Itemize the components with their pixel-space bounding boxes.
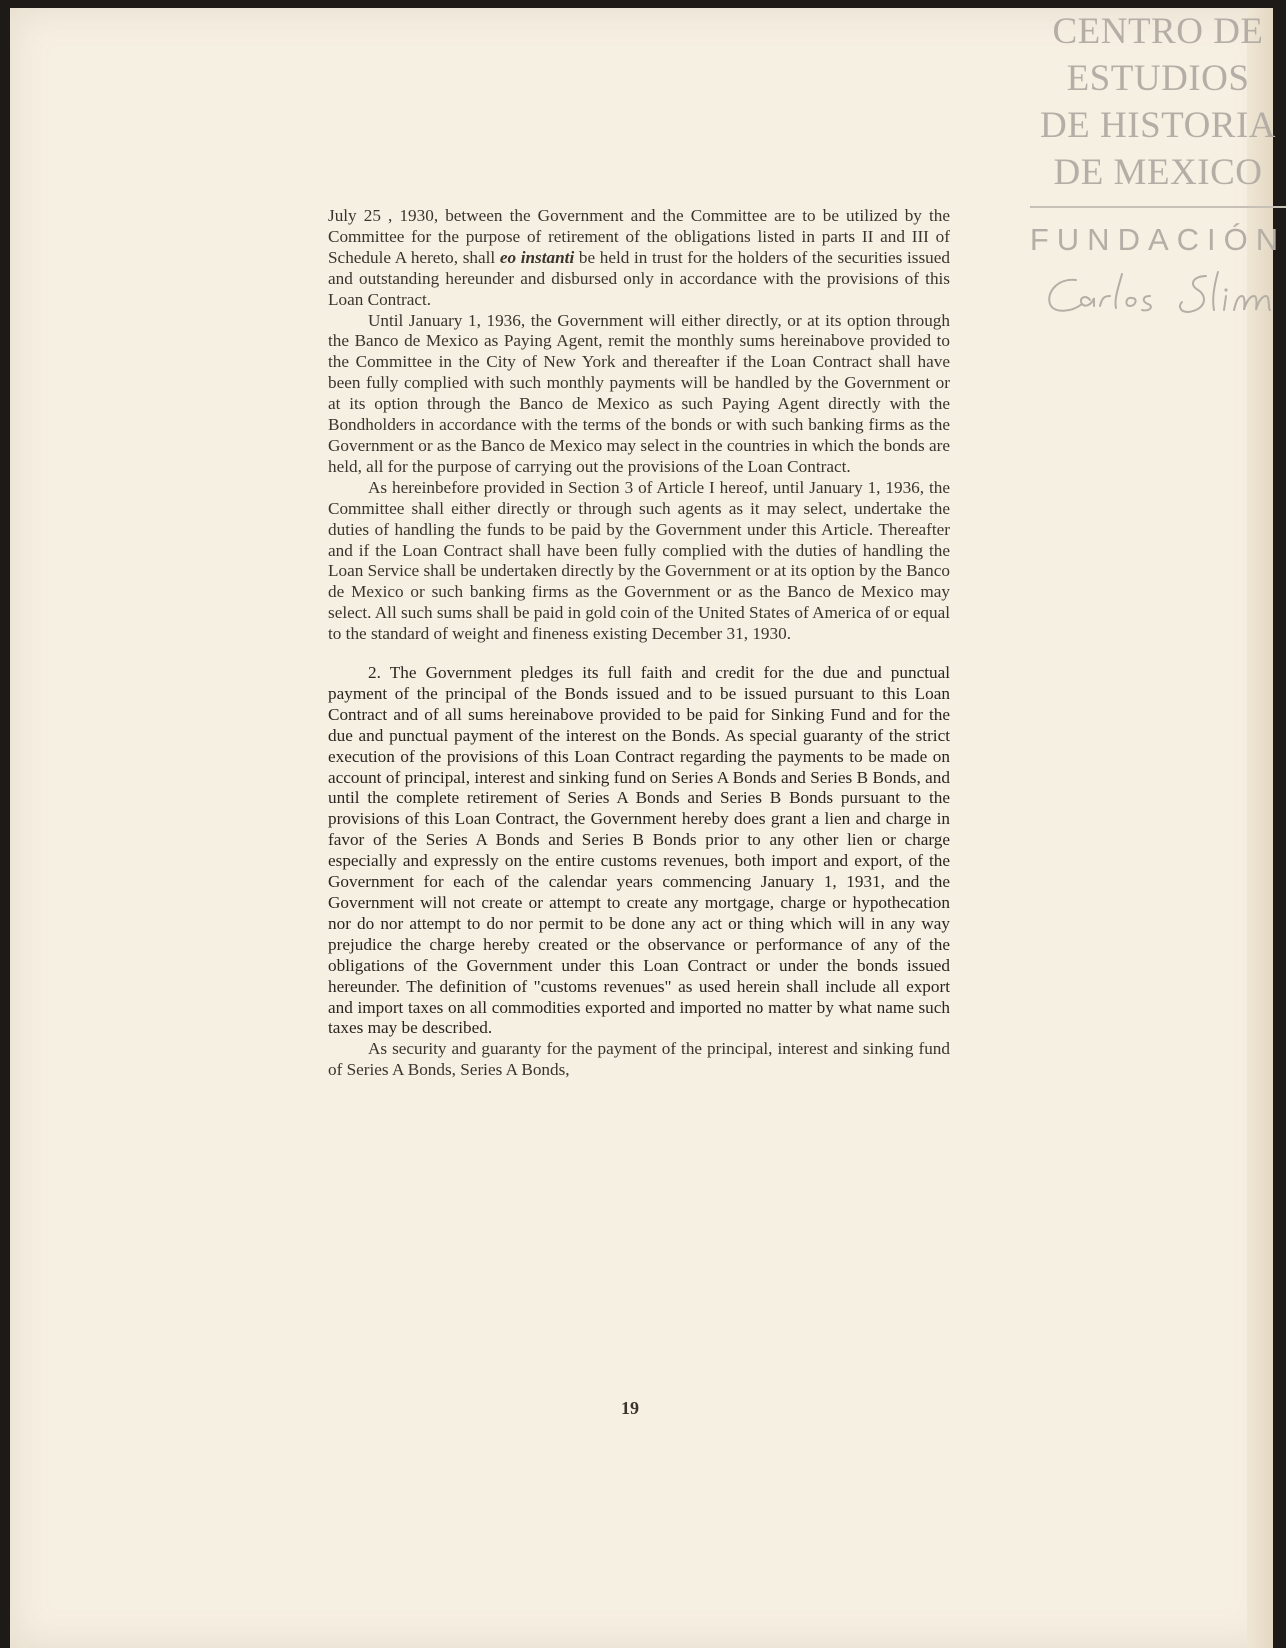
watermark	[1028, 8, 1286, 326]
paragraph-1	[328, 206, 950, 311]
watermark-divider	[1030, 206, 1286, 208]
watermark-line: ESTUDIOS	[1066, 58, 1250, 99]
paragraph-4: 2. The Government pledges its full faith and credit for the due and punctual payment of the principal of the Bonds issued and to be issued pursuant to this Loan Contract and of all sums hereinabove provided to be paid for Sinking Fund and for the due and punctual payment of the interest on the Bonds. As special guaranty of the strict execution of the provisions of this Loan Contract regarding the payments to be made on account of principal, interest and sinking fund on Series A Bonds and Series B Bonds, and until the complete retirement of Series A Bonds and Series B Bonds pursuant to the provisions of this Loan Contract, the Government hereby does grant a lien and charge in favor of the Series A Bonds and Series B Bonds prior to any other lien or charge especially and expressly on the entire customs revenues, both import and export, of the Government for each of the calendar years commencing January 1, 1931, and the Government will not create or attempt to create any mortgage, charge or hypothecation nor do nor attempt to do nor permit to be done any act or thing which will in any way prejudice the charge hereby created or the observance or performance of any of the obligations of the Government under this Loan Contract or under the bonds issued hereunder. The definition of "customs revenues" as used herein shall include all export and import taxes on all commodities exported and imported no matter by what name such taxes may be described.	[328, 663, 950, 1038]
paragraph-2: Until January 1, 1936, the Government will either directly, or at its option through the Banco de Mexico as Paying Agent, remit the monthly sums hereinabove provided to the Committee in the City of New York and thereafter if the Loan Contract shall have been fully complied with such monthly payments will be handled by the Government or at its option through the Banco de Mexico as such Paying Agent directly with the Bondholders in accordance with the terms of the bonds or with such banking firms as the Government or as the Banco de Mexico may select in the countries in which the bonds are held, all for the purpose of carrying out the provisions of the Loan Contract.	[328, 310, 950, 476]
paragraph-1-end: be held in trust for the holders of the securities issued and outstanding hereunder and disbursed only in accordance with the provisions of this Loan Contract.	[328, 247, 950, 309]
paragraph-3: As hereinbefore provided in Section 3 of Article I hereof, until January 1, 1936, the Committee shall either directly or through such agents as it may select, undertake the duties of handling the funds to be paid by the Government under this Article. Thereafter and if the Loan Contract shall have been fully complied with the duties of handling the Loan Service shall be undertaken directly by the Government or at its option by the Banco de Mexico or such banking firms as the Government or as the Banco de Mexico may select. All such sums shall be paid in gold coin of the United States of America of or equal to the standard of weight and fineness existing December 31, 1930.	[328, 477, 950, 644]
paragraph-5: As security and guaranty for the payment of the principal, interest and sinking fund of Series A Bonds, Series A Bonds,	[328, 1039, 950, 1080]
watermark-line: CENTRO DE	[1052, 11, 1264, 52]
paragraph-1-start: July 25 , 1930, between the Government and the Committee are to be utilized by the Committee for the purpose of retirement of the obligations listed in parts II and III of Schedule A hereto, shall	[328, 206, 950, 267]
watermark-signature	[1028, 266, 1286, 326]
page-number: 19	[621, 1398, 639, 1418]
watermark-fundacion: FUNDACIÓN	[1029, 222, 1286, 257]
latin-phrase: eo instanti	[499, 247, 575, 267]
watermark-line: DE HISTORIA	[1039, 105, 1277, 146]
body-text	[328, 206, 950, 1081]
watermark-line: DE MEXICO	[1053, 152, 1263, 193]
document-page	[10, 8, 1286, 1648]
signature-icon	[1038, 266, 1278, 326]
